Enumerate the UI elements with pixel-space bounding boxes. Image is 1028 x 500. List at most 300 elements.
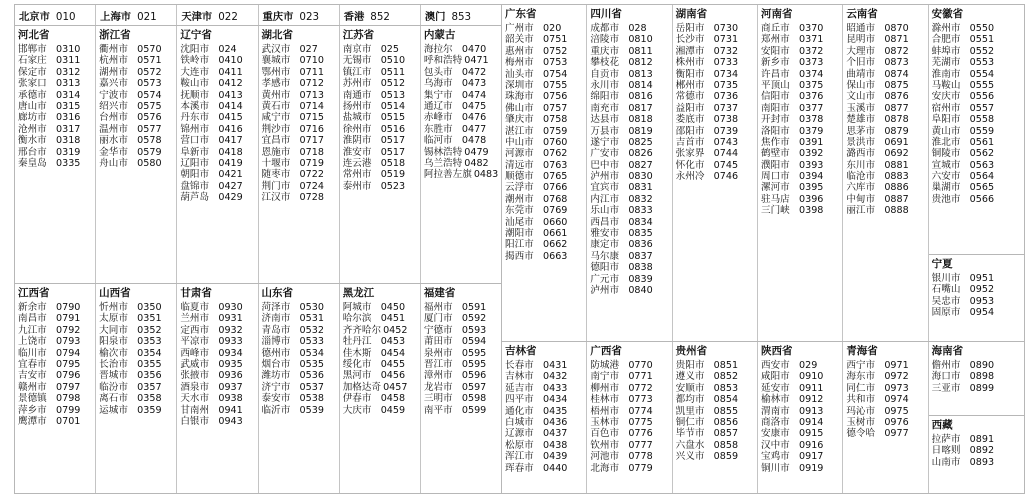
city-row: [590, 160, 669, 171]
area-code: 0392: [798, 148, 824, 160]
area-code: 0839: [628, 273, 653, 285]
city-row: [932, 383, 1022, 394]
city-row: [343, 336, 418, 347]
city-name: 黄石市: [261, 100, 291, 112]
area-code: 0756: [543, 91, 568, 103]
province-heading: 湖南省: [675, 8, 708, 20]
city-row: [590, 57, 669, 68]
area-code: 0853: [713, 382, 739, 394]
city-row: [505, 463, 584, 474]
area-code: 0359: [137, 404, 162, 416]
area-code: 0353: [137, 336, 162, 348]
city-name: 苏州市: [342, 78, 372, 90]
city-name: 娄底市: [675, 114, 705, 126]
city-name: 宜春市: [18, 358, 47, 370]
city-row: [99, 405, 174, 416]
city-row: [932, 371, 1022, 382]
city-row: [846, 171, 925, 182]
city-row: [676, 34, 755, 45]
city-name: 遂宁市: [590, 136, 620, 148]
area-code: 0453: [380, 336, 406, 348]
city-row: [180, 325, 255, 336]
city-name: 濮阳市: [760, 159, 790, 171]
city-name: 榆林市: [760, 394, 790, 406]
city-name: 绍兴市: [99, 100, 128, 112]
city-row: [761, 114, 840, 125]
city-name: 加格达奇: [342, 381, 382, 393]
area-code: 0701: [56, 415, 81, 427]
area-code: 0691: [884, 136, 909, 148]
city-name: 镇江市: [342, 66, 372, 78]
city-row: [590, 182, 669, 193]
city-name: 赣州市: [18, 381, 47, 393]
city-name: 呼和浩特: [423, 55, 463, 67]
province-heading: 贵州省: [675, 345, 708, 357]
city-row: [932, 457, 1022, 468]
area-code: 0516: [380, 123, 406, 135]
city-row: [18, 124, 93, 135]
city-name: 伊春市: [342, 393, 372, 405]
city-row: [424, 158, 499, 169]
area-code: 0310: [56, 44, 81, 55]
city-row: [505, 148, 584, 159]
area-code: 0827: [628, 159, 653, 171]
city-name: 邯郸市: [18, 44, 47, 55]
city-name: 玉树市: [846, 416, 876, 428]
city-row: [846, 91, 925, 102]
area-code: 0935: [218, 358, 243, 370]
city-name: 西安市: [760, 360, 790, 371]
city-row: [505, 57, 584, 68]
city-row: [761, 463, 840, 474]
area-code: 0775: [628, 416, 653, 428]
province-hainan: [929, 342, 1024, 416]
area-code: 0427: [218, 180, 243, 192]
city-name: 漯河市: [760, 182, 790, 194]
city-name: 阿城市: [342, 302, 372, 313]
city-name: 鹤壁市: [760, 148, 790, 160]
city-name: 盐城市: [342, 112, 372, 124]
city-name: 厦门市: [423, 313, 453, 325]
city-name: 德阳市: [590, 262, 620, 274]
city-name: 孝感市: [261, 78, 291, 90]
city-name: 西宁市: [846, 360, 876, 371]
area-code: 0416: [218, 123, 243, 135]
city-row: [932, 445, 1022, 456]
area-code: 0411: [218, 66, 243, 78]
city-row: [262, 158, 337, 169]
area-code: 0798: [56, 393, 81, 405]
city-row: [761, 171, 840, 182]
city-row: [676, 160, 755, 171]
province-column: [502, 342, 586, 493]
city-name: 常州市: [342, 169, 372, 181]
city-name: 丽江市: [846, 205, 876, 217]
city-row: [590, 205, 669, 216]
province-column: [339, 26, 420, 283]
area-code: 0913: [798, 405, 824, 417]
city-name: 日喀则: [931, 445, 961, 457]
city-name: 潍坊市: [261, 370, 291, 382]
city-name: 鹰潭市: [18, 415, 47, 427]
city-row: [505, 417, 584, 428]
area-code: 0315: [56, 100, 81, 112]
area-code: 0455: [380, 358, 406, 370]
city-name: 昭通市: [846, 23, 876, 34]
area-code: 0954: [969, 307, 995, 319]
city-row: [180, 158, 255, 169]
province-column: [95, 284, 176, 493]
area-code: 0870: [884, 23, 909, 34]
city-name: 滁州市: [931, 23, 961, 34]
city-name: 岳阳市: [675, 23, 705, 34]
area-code: 027: [299, 44, 318, 55]
area-code: 0452: [383, 324, 408, 336]
city-name: 成都市: [590, 23, 620, 34]
city-row: [99, 382, 174, 393]
city-row: [99, 44, 174, 55]
province-heading: 甘肃省: [180, 287, 212, 299]
area-code: 0799: [56, 404, 81, 416]
city-name: 东川市: [846, 159, 876, 171]
city-row: [424, 370, 499, 381]
city-name: 宝鸡市: [760, 451, 790, 463]
city-name: 东胜市: [423, 123, 453, 135]
area-code: 0857: [713, 428, 739, 440]
city-row: [590, 440, 669, 451]
municipality-name: 北京市: [19, 11, 50, 23]
city-name: 扬州市: [342, 100, 372, 112]
area-code: 0561: [969, 136, 995, 148]
area-code: 0881: [884, 159, 909, 171]
area-code: 0777: [628, 439, 653, 451]
area-code: 0432: [543, 371, 568, 383]
area-code: 0373: [798, 57, 824, 69]
municipality-name: 重庆市: [262, 11, 294, 23]
city-row: [99, 147, 174, 158]
city-name: 石嘴山: [931, 284, 961, 296]
city-name: 鄂州市: [261, 66, 291, 78]
city-row: [343, 67, 418, 78]
area-code: 0550: [969, 23, 995, 34]
area-code: 0825: [628, 136, 653, 148]
city-name: 兴义市: [675, 451, 705, 463]
city-name: 中山市: [505, 136, 534, 148]
city-name: 衡阳市: [675, 68, 705, 80]
city-name: 抚顺市: [180, 89, 210, 101]
city-name: 晋城市: [99, 370, 128, 382]
city-row: [424, 169, 499, 180]
city-row: [343, 302, 418, 313]
city-name: 连云港: [342, 157, 372, 169]
city-name: 酒泉市: [180, 381, 210, 393]
area-code: 0736: [713, 91, 739, 103]
area-code: 0472: [461, 66, 487, 78]
area-code: 0595: [461, 347, 487, 359]
city-row: [262, 302, 337, 313]
province-column: [176, 284, 257, 493]
city-row: [505, 194, 584, 205]
city-name: 泸州市: [590, 284, 620, 296]
area-code: 0483: [473, 169, 499, 181]
city-name: 湛江市: [505, 125, 534, 137]
area-code: 0391: [798, 136, 824, 148]
city-row: [761, 46, 840, 57]
area-code: 0419: [218, 157, 243, 169]
province-heading: 江西省: [18, 287, 50, 299]
city-row: [424, 44, 499, 55]
city-row: [180, 416, 255, 427]
province-column: [420, 284, 501, 493]
area-code: 0478: [461, 135, 487, 147]
city-row: [343, 181, 418, 192]
city-name: 钦州市: [590, 439, 620, 451]
area-code: 0552: [969, 45, 995, 57]
area-code: 0418: [218, 146, 243, 158]
city-name: 莆田市: [423, 336, 453, 348]
area-code: 0745: [713, 159, 739, 171]
city-name: 龙岩市: [423, 381, 453, 393]
city-row: [761, 451, 840, 462]
area-code: 0710: [299, 55, 324, 67]
area-code: 0517: [380, 135, 406, 147]
city-name: 保山市: [846, 79, 876, 91]
city-name: 甘南州: [180, 404, 210, 416]
city-name: 珠海市: [505, 91, 534, 103]
province-heading: 广东省: [505, 8, 537, 20]
province-heading: 西藏: [931, 419, 953, 431]
city-row: [99, 393, 174, 404]
city-row: [505, 126, 584, 137]
city-row: [761, 440, 840, 451]
province-column: [95, 26, 176, 283]
city-name: 临河市: [423, 135, 453, 147]
city-row: [761, 417, 840, 428]
area-code: 0737: [713, 102, 739, 114]
area-code: 0396: [798, 193, 824, 205]
city-row: [18, 55, 93, 66]
city-row: [761, 394, 840, 405]
city-row: [505, 217, 584, 228]
city-name: 荆沙市: [261, 123, 291, 135]
city-name: 广安市: [590, 148, 620, 160]
city-name: 怀化市: [675, 159, 705, 171]
area-code: 0358: [137, 393, 162, 405]
area-code: 0759: [543, 125, 568, 137]
area-code: 0335: [56, 157, 81, 169]
area-code: 0835: [628, 228, 653, 240]
city-name: 通辽市: [423, 100, 453, 112]
city-name: 三门峡: [760, 205, 790, 217]
area-code: 0316: [56, 112, 81, 124]
city-row: [761, 406, 840, 417]
province-column: [420, 26, 501, 283]
area-code: 0776: [628, 428, 653, 440]
city-name: 百色市: [590, 428, 620, 440]
city-row: [180, 370, 255, 381]
area-code: 0854: [713, 394, 739, 406]
city-name: 忻州市: [99, 302, 128, 313]
city-row: [846, 360, 925, 371]
area-code: 0482: [464, 157, 489, 169]
city-row: [676, 417, 755, 428]
city-name: 思茅市: [846, 125, 876, 137]
city-name: 德州市: [261, 347, 291, 359]
city-name: 秦皇岛: [18, 157, 47, 169]
city-row: [846, 205, 925, 216]
area-code: 0765: [543, 171, 568, 183]
city-row: [676, 137, 755, 148]
city-row: [846, 46, 925, 57]
area-code: 0919: [798, 462, 824, 474]
area-code: 0914: [798, 416, 824, 428]
area-code: 0515: [380, 112, 406, 124]
city-row: [590, 103, 669, 114]
area-code: 0429: [218, 192, 243, 204]
city-row: [590, 394, 669, 405]
city-row: [761, 360, 840, 371]
area-code: 0731: [713, 34, 739, 46]
area-code: 0763: [543, 159, 568, 171]
city-row: [590, 148, 669, 159]
city-name: 湖州市: [99, 66, 128, 78]
area-code: 0735: [713, 79, 739, 91]
area-code: 0834: [628, 216, 653, 228]
city-name: 焦作市: [760, 136, 790, 148]
city-name: 湘潭市: [675, 45, 705, 57]
city-name: 铜仁市: [675, 416, 705, 428]
city-row: [846, 69, 925, 80]
area-code: 0565: [969, 182, 995, 194]
city-row: [99, 302, 174, 313]
area-code: 0398: [798, 205, 824, 217]
area-code: 0536: [299, 370, 324, 382]
area-code: 0973: [884, 382, 909, 394]
province-column: [672, 5, 757, 341]
city-row: [932, 114, 1022, 125]
area-code: 0662: [543, 239, 568, 251]
area-code: 0537: [299, 381, 324, 393]
city-name: 内江市: [590, 193, 620, 205]
city-name: 衢州市: [99, 44, 128, 55]
city-row: [18, 393, 93, 404]
city-row: [761, 80, 840, 91]
area-code: 0377: [798, 102, 824, 114]
area-code: 0773: [628, 394, 653, 406]
province-heading: 海南省: [931, 345, 964, 357]
city-name: 云浮市: [505, 182, 534, 194]
area-code: 0768: [543, 193, 568, 205]
city-row: [180, 302, 255, 313]
area-code: 0891: [969, 434, 995, 445]
city-name: 遵义市: [675, 371, 705, 383]
city-row: [505, 182, 584, 193]
city-row: [590, 126, 669, 137]
city-name: 信阳市: [760, 91, 790, 103]
city-name: 玉林市: [590, 416, 620, 428]
city-name: 潮阳市: [505, 228, 534, 240]
city-row: [180, 382, 255, 393]
city-row: [846, 137, 925, 148]
area-code: 0813: [628, 68, 653, 80]
city-name: 临川市: [18, 347, 47, 359]
area-code: 0852: [713, 371, 739, 383]
city-name: 广元市: [590, 273, 620, 285]
city-name: 临沧市: [846, 171, 876, 183]
city-row: [180, 169, 255, 180]
city-name: 永州冷: [675, 171, 705, 183]
area-code: 0716: [299, 123, 324, 135]
city-name: 福州市: [423, 302, 453, 313]
city-name: 松原市: [505, 439, 534, 451]
area-code: 0376: [798, 91, 824, 103]
area-code: 0971: [884, 360, 909, 371]
area-code: 0556: [969, 91, 995, 103]
city-row: [99, 135, 174, 146]
city-row: [590, 371, 669, 382]
city-name: 雅安市: [590, 228, 620, 240]
city-row: [262, 90, 337, 101]
area-code: 0470: [461, 44, 487, 55]
municipality-code: 023: [299, 11, 320, 23]
city-name: 南京市: [342, 44, 372, 55]
city-row: [676, 171, 755, 182]
city-row: [262, 405, 337, 416]
area-code: 0575: [137, 100, 162, 112]
area-code: 0936: [218, 370, 243, 382]
area-code: 0572: [137, 66, 162, 78]
municipality-code: 022: [218, 11, 238, 23]
area-code: 0790: [56, 302, 81, 313]
city-row: [590, 80, 669, 91]
city-row: [932, 137, 1022, 148]
city-row: [932, 80, 1022, 91]
area-code: 0573: [137, 78, 162, 90]
city-row: [262, 325, 337, 336]
city-row: [262, 336, 337, 347]
area-code: 0591: [461, 302, 487, 313]
area-code: 0530: [299, 302, 324, 313]
hainan-tibet-column: [928, 342, 1024, 493]
city-name: 舟山市: [99, 157, 128, 169]
city-name: 六库市: [846, 182, 876, 194]
city-name: 大同市: [99, 324, 128, 336]
area-code: 0393: [798, 159, 824, 171]
area-code: 0831: [628, 182, 653, 194]
area-code: 0663: [543, 250, 568, 262]
city-name: 银川市: [931, 273, 961, 284]
area-code: 0479: [464, 146, 489, 158]
city-name: 石家庄: [18, 55, 47, 67]
city-row: [180, 147, 255, 158]
city-name: 襄城市: [261, 55, 291, 67]
city-name: 平凉市: [180, 336, 210, 348]
city-name: 南平市: [423, 404, 453, 416]
city-name: 盘锦市: [180, 180, 210, 192]
city-row: [424, 405, 499, 416]
city-name: 阿拉善左旗: [423, 169, 472, 181]
city-name: 萍乡市: [18, 404, 47, 416]
city-name: 通化市: [505, 405, 534, 417]
city-row: [761, 383, 840, 394]
city-row: [761, 91, 840, 102]
area-code: 0311: [56, 55, 81, 67]
area-code: 0395: [798, 182, 824, 194]
area-code: 0450: [380, 302, 406, 313]
city-name: 汉中市: [760, 439, 790, 451]
municipality-cell: [176, 5, 257, 25]
area-code: 0758: [543, 114, 568, 126]
